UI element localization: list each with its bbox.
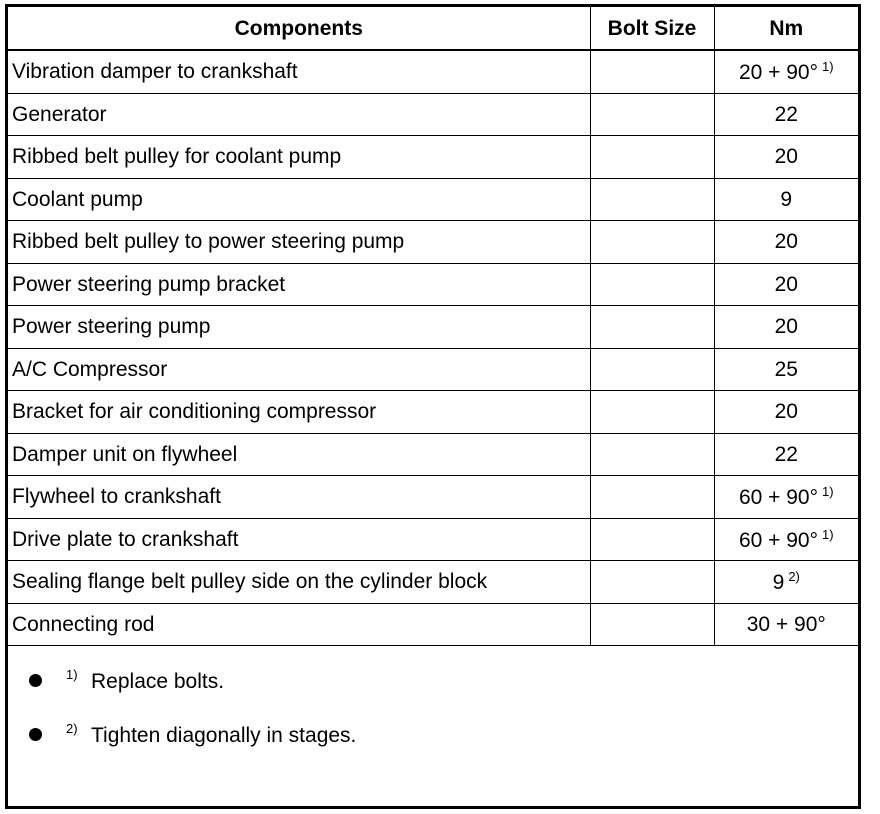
footnote-text: Tighten diagonally in stages. — [91, 724, 357, 747]
bolt-size-cell — [590, 50, 714, 93]
component-cell: Power steering pump — [8, 306, 590, 349]
component-cell: Vibration damper to crankshaft — [8, 50, 590, 93]
nm-value: 60 + 90° — [738, 486, 818, 510]
header-components: Components — [8, 7, 590, 50]
bolt-size-cell — [590, 561, 714, 604]
nm-cell — [714, 178, 858, 221]
component-cell: Sealing flange belt pulley side on the cylinder block — [8, 561, 590, 604]
header-bolt-size: Bolt Size — [590, 7, 714, 50]
header-nm: Nm — [714, 7, 858, 50]
component-cell: Flywheel to crankshaft — [8, 476, 590, 519]
nm-cell — [714, 136, 858, 179]
component-cell: Bracket for air conditioning compressor — [8, 391, 590, 434]
nm-value: 20 + 90° — [738, 61, 818, 85]
table-row — [8, 93, 858, 136]
nm-value: 25 — [774, 357, 798, 381]
footnote-ref: 1) — [822, 526, 834, 542]
torque-spec-table — [8, 7, 858, 646]
footnote-mark: 2) — [66, 721, 78, 736]
component-cell: Ribbed belt pulley to power steering pump — [8, 221, 590, 264]
nm-value: 30 + 90° — [746, 612, 826, 636]
nm-cell — [714, 476, 858, 519]
component-cell: Ribbed belt pulley for coolant pump — [8, 136, 590, 179]
nm-cell — [714, 348, 858, 391]
bolt-size-cell — [590, 306, 714, 349]
nm-value: 20 — [774, 400, 798, 424]
nm-value: 22 — [774, 102, 798, 126]
table-row — [8, 348, 858, 391]
bolt-size-cell — [590, 136, 714, 179]
component-cell: Generator — [8, 93, 590, 136]
table-row — [8, 136, 858, 179]
component-cell: Drive plate to crankshaft — [8, 518, 590, 561]
table-row — [8, 433, 858, 476]
bolt-size-cell — [590, 263, 714, 306]
nm-value: 20 — [774, 315, 798, 339]
table-row — [8, 518, 858, 561]
nm-cell — [714, 433, 858, 476]
nm-value: 20 — [774, 272, 798, 296]
component-cell: Damper unit on flywheel — [8, 433, 590, 476]
bolt-size-cell — [590, 603, 714, 646]
bolt-size-cell — [590, 93, 714, 136]
bullet-icon — [29, 728, 42, 741]
nm-value: 9 — [772, 571, 785, 595]
bolt-size-cell — [590, 518, 714, 561]
nm-cell — [714, 93, 858, 136]
table-row — [8, 50, 858, 93]
nm-value: 60 + 90° — [738, 528, 818, 552]
table-row — [8, 221, 858, 264]
component-cell: Connecting rod — [8, 603, 590, 646]
bolt-size-cell — [590, 221, 714, 264]
footnote-text: Replace bolts. — [91, 670, 225, 693]
footnote-ref: 1) — [822, 59, 834, 75]
header-row — [8, 7, 858, 50]
footnote-ref: 2) — [788, 569, 800, 585]
nm-cell — [714, 50, 858, 93]
table-row — [8, 603, 858, 646]
torque-spec-frame — [5, 4, 861, 809]
nm-cell — [714, 306, 858, 349]
footnote-mark: 1) — [66, 667, 78, 682]
table-row — [8, 561, 858, 604]
component-cell: Power steering pump bracket — [8, 263, 590, 306]
nm-cell — [714, 603, 858, 646]
bolt-size-cell — [590, 433, 714, 476]
table-row — [8, 476, 858, 519]
bullet-icon — [29, 674, 42, 687]
footnote-ref: 1) — [822, 484, 834, 500]
table-row — [8, 391, 858, 434]
component-cell: A/C Compressor — [8, 348, 590, 391]
footnotes — [8, 653, 858, 761]
footnote-1 — [8, 653, 858, 707]
nm-cell — [714, 518, 858, 561]
nm-cell — [714, 221, 858, 264]
nm-value: 22 — [774, 442, 798, 466]
table-row — [8, 178, 858, 221]
nm-cell — [714, 561, 858, 604]
footnote-2 — [8, 707, 858, 761]
bolt-size-cell — [590, 476, 714, 519]
bolt-size-cell — [590, 391, 714, 434]
nm-value: 20 — [774, 230, 798, 254]
nm-cell — [714, 391, 858, 434]
table-row — [8, 263, 858, 306]
nm-value: 9 — [780, 187, 793, 211]
table-row — [8, 306, 858, 349]
bolt-size-cell — [590, 348, 714, 391]
bolt-size-cell — [590, 178, 714, 221]
nm-cell — [714, 263, 858, 306]
component-cell: Coolant pump — [8, 178, 590, 221]
nm-value: 20 — [774, 145, 798, 169]
